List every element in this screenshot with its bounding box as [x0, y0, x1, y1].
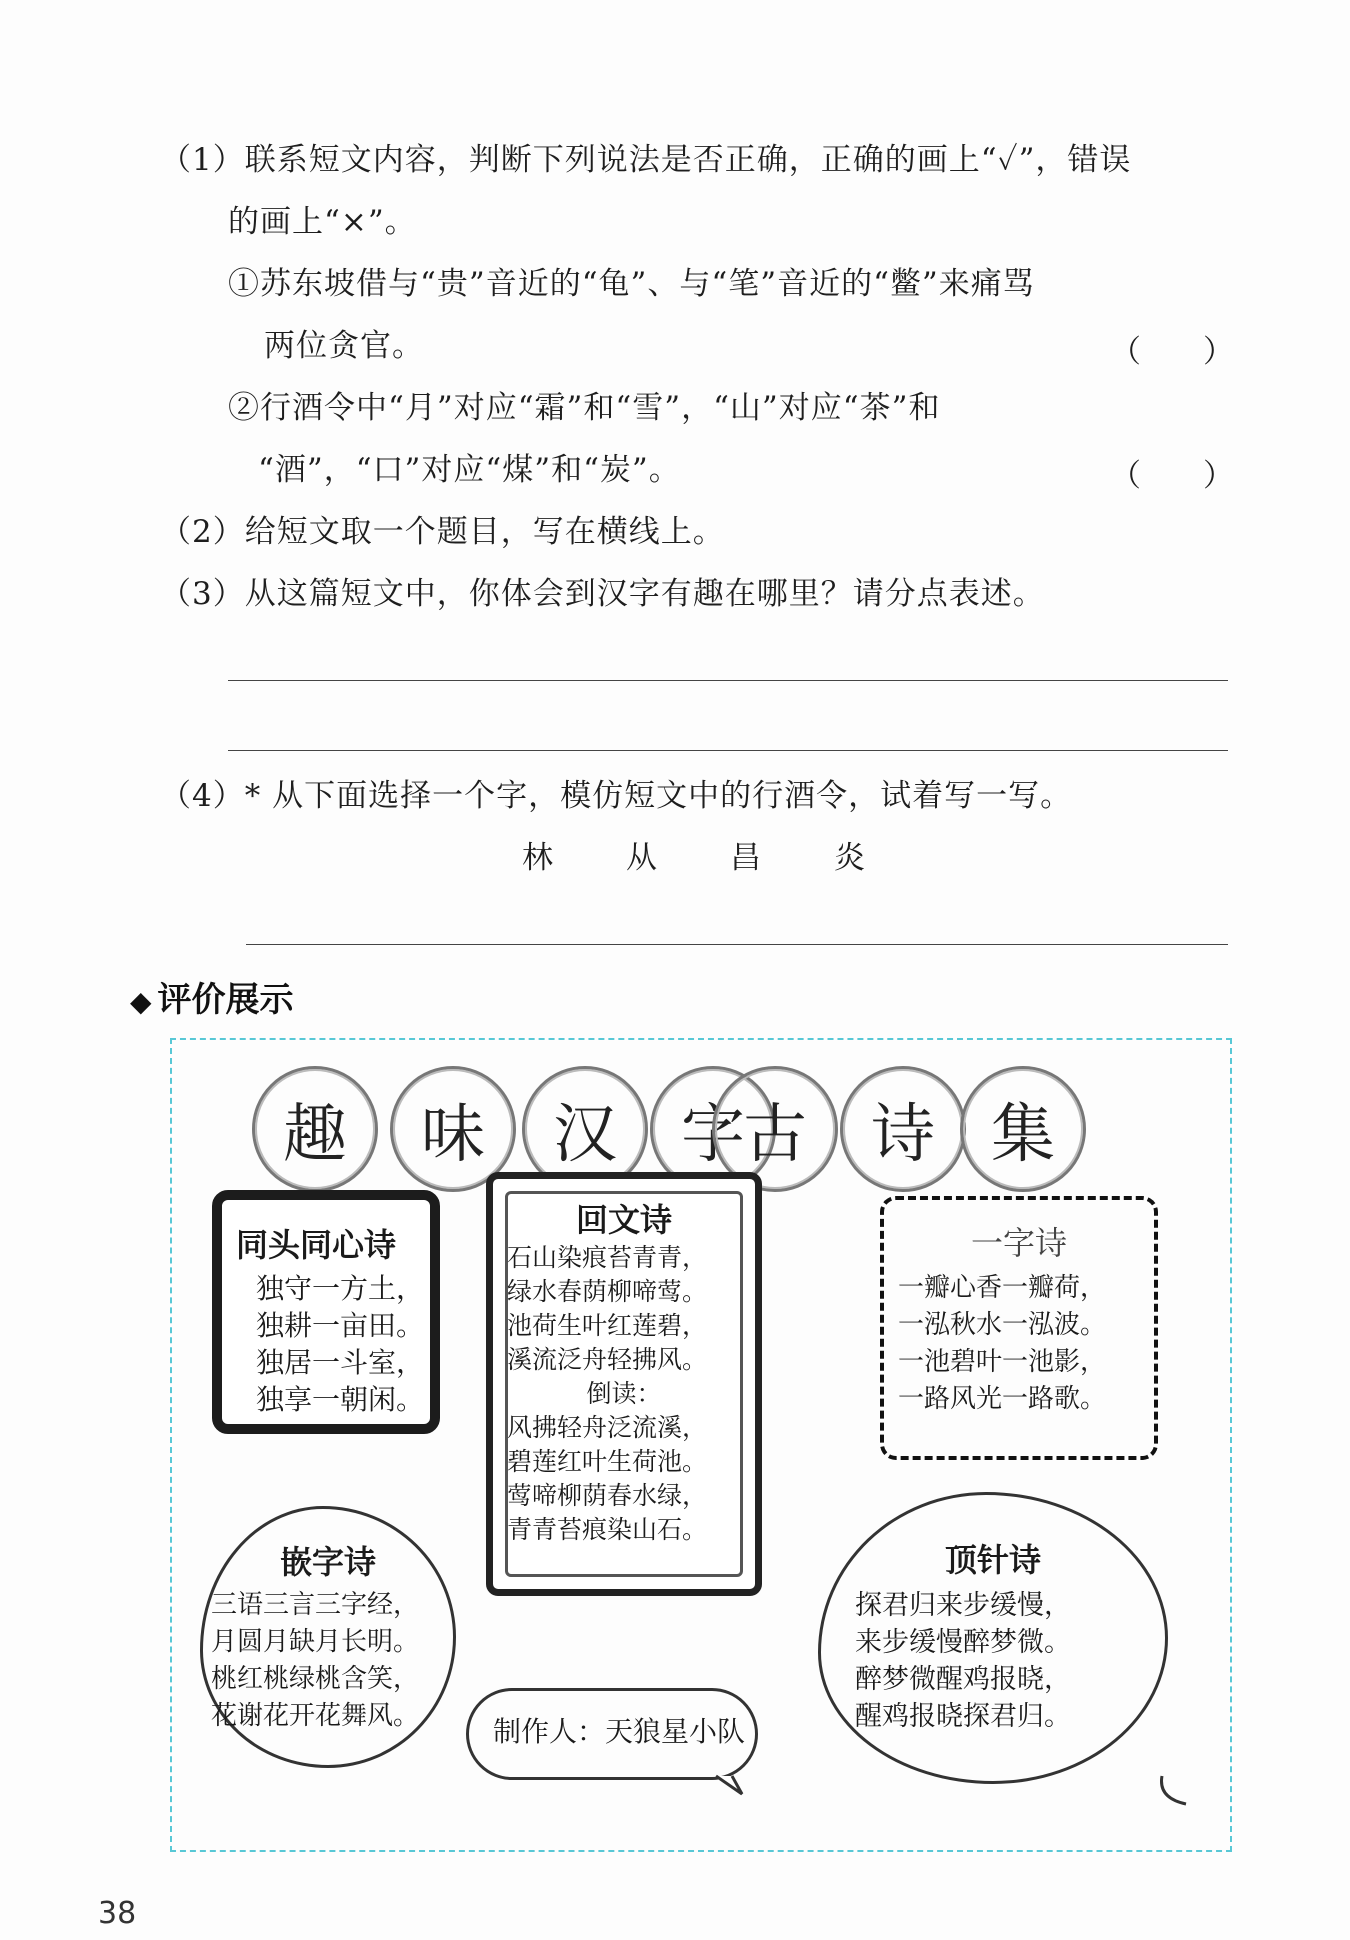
- q4-answer-line[interactable]: [246, 944, 1228, 945]
- q4-char-4: 炎: [834, 840, 866, 876]
- poem3-line: 一池碧叶一池影，: [898, 1347, 1107, 1377]
- poem3-line: 一路风光一路歌。: [898, 1384, 1107, 1414]
- q1-item2-line1: ②行酒令中“月”对应“霜”和“雪”，“山”对应“茶”和: [228, 390, 941, 426]
- poster-title-char-4: 字: [650, 1066, 776, 1192]
- q2-text: （2）给短文取一个题目，写在横线上。: [160, 514, 725, 550]
- poem4-line: 三语三言三字经，: [211, 1590, 420, 1620]
- poem2-reverse-line: 莺啼柳荫春水绿，: [507, 1481, 708, 1510]
- q4-text: （4）* 从下面选择一个字，模仿短文中的行酒令，试着写一写。: [160, 778, 1073, 814]
- poem1-line: 独享一朝闲。: [256, 1383, 425, 1416]
- q3-answer-line-2[interactable]: [228, 750, 1228, 751]
- q4-char-3: 昌: [730, 840, 762, 876]
- poem-card-huiwen: [486, 1172, 762, 1596]
- bubble-tail-icon: [712, 1772, 752, 1802]
- section-heading: [130, 972, 294, 1021]
- poster-title-char-6: 诗: [840, 1066, 966, 1192]
- poem2-reverse-line: 青青苔痕染山石。: [507, 1515, 708, 1544]
- q1-item1-line1: ①苏东坡借与“贵”音近的“龟”、与“笔”音近的“鳖”来痛骂: [228, 266, 1035, 302]
- maker-text: 制作人：天狼星小队: [493, 1715, 746, 1748]
- poem4-line: 月圆月缺月长明。: [211, 1627, 420, 1657]
- poem4-line: 桃红桃绿桃含笑，: [211, 1664, 420, 1694]
- poem4-line: 花谢花开花舞风。: [211, 1701, 420, 1731]
- poem5-title: 顶针诗: [944, 1541, 1041, 1579]
- maker-bubble: [466, 1688, 758, 1780]
- q3-text: （3）从这篇短文中，你体会到汉字有趣在哪里？请分点表述。: [160, 576, 1045, 612]
- q1-item1-line2: 两位贪官。: [264, 328, 424, 364]
- poem2-line: 溪流泛舟轻拂风。: [507, 1345, 708, 1374]
- poem-cloud-dingzhen: [818, 1492, 1168, 1784]
- q1-item1-answer-blank[interactable]: （ ）: [1110, 334, 1234, 370]
- poem5-line: 探君归来步缓慢，: [855, 1590, 1071, 1621]
- diamond-icon: ◆: [130, 985, 152, 1018]
- q4-char-1: 林: [522, 840, 554, 876]
- poem2-reverse-label: 倒读：: [586, 1379, 662, 1408]
- poem3-title: 一字诗: [970, 1224, 1067, 1262]
- poem5-line: 醒鸡报晓探君归。: [855, 1701, 1071, 1732]
- section-title: 评价展示: [157, 980, 294, 1020]
- q4-char-2: 从: [626, 840, 658, 876]
- q1-line2: 的画上“×”。: [228, 204, 417, 240]
- poem1-line: 独守一方土，: [256, 1272, 425, 1305]
- poem2-reverse-line: 风拂轻舟泛流溪，: [507, 1413, 708, 1442]
- poem2-reverse-line: 碧莲红叶生荷池。: [507, 1447, 708, 1476]
- poem2-title: 回文诗: [575, 1201, 672, 1239]
- q1-item2-answer-blank[interactable]: （ ）: [1110, 458, 1234, 494]
- poem2-line: 绿水春荫柳啼莺。: [507, 1277, 708, 1306]
- poem1-line: 独耕一亩田。: [256, 1309, 425, 1342]
- poem2-line: 石山染痕苔青青，: [507, 1243, 708, 1272]
- cloud-tail-icon: [1156, 1770, 1196, 1810]
- poem5-line: 来步缓慢醉梦微。: [855, 1627, 1071, 1658]
- poem3-line: 一泓秋水一泓波。: [898, 1310, 1107, 1340]
- poster-title-char-7: 集: [960, 1066, 1086, 1192]
- q1-line1: （1）联系短文内容，判断下列说法是否正确，正确的画上“✓”，错误: [160, 142, 1132, 178]
- poem-card-yizi: [880, 1196, 1158, 1460]
- q1-item2-line2: “酒”，“口”对应“煤”和“炭”。: [258, 452, 681, 488]
- poem-card-tongtou: [212, 1190, 440, 1434]
- poem-cloud-qianzi: [200, 1506, 456, 1768]
- poem1-line: 独居一斗室，: [256, 1346, 425, 1379]
- poem5-line: 醉梦微醒鸡报晓，: [855, 1664, 1071, 1695]
- poem4-title: 嵌字诗: [279, 1543, 376, 1581]
- poster-title-char-5: 古: [712, 1066, 838, 1192]
- poem1-title: 同头同心诗: [236, 1226, 397, 1264]
- poster-title-char-2: 味: [390, 1066, 516, 1192]
- q3-answer-line-1[interactable]: [228, 680, 1228, 681]
- poem2-line: 池荷生叶红莲碧，: [507, 1311, 708, 1340]
- poem3-line: 一瓣心香一瓣荷，: [898, 1273, 1107, 1303]
- poster-title-char-3: 汉: [522, 1066, 648, 1192]
- poster-title-char-1: 趣: [252, 1066, 378, 1192]
- page-number: 38: [98, 1896, 137, 1931]
